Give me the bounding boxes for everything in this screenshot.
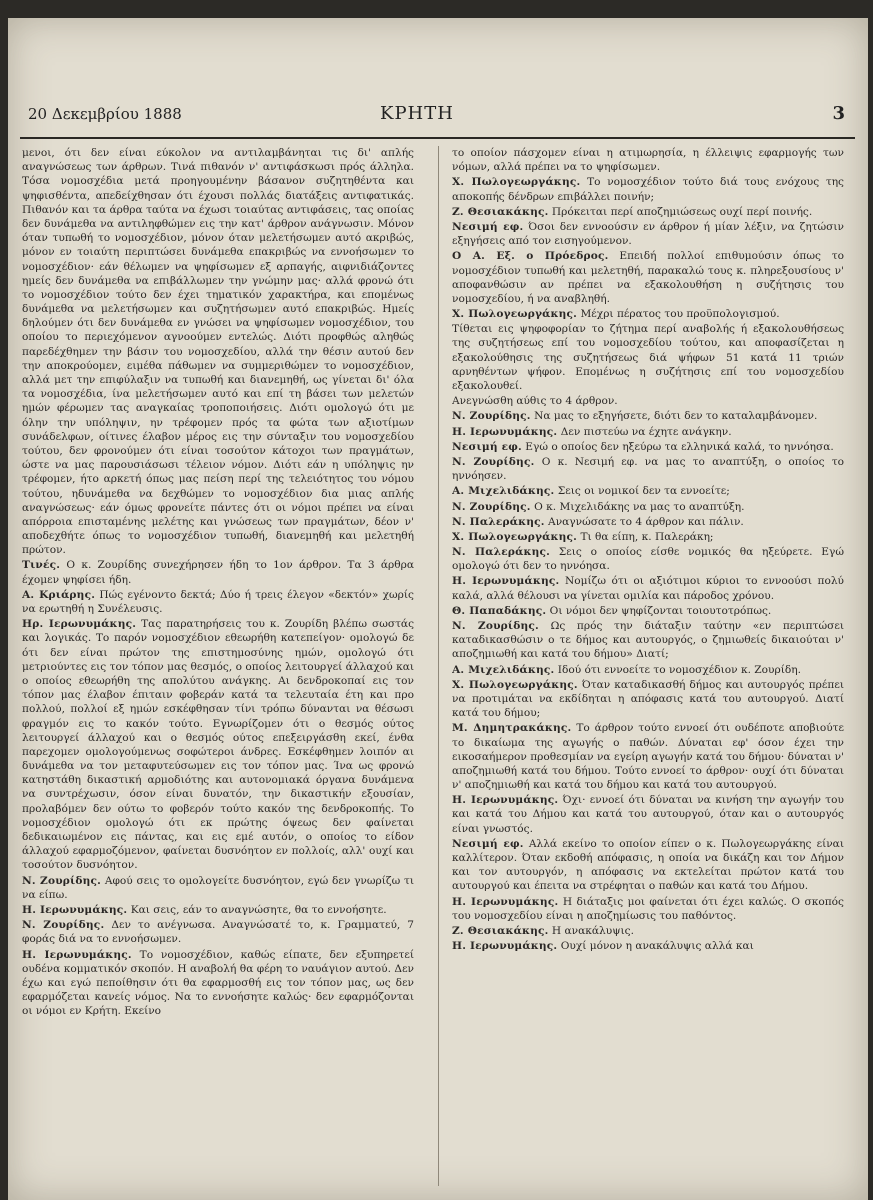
paragraph-text: Το νομοσχέδιον τούτο διά τους ενόχους της αποκοπής δένδρων επιβάλλει ποινήν; [452,176,844,203]
paragraph-text: Εγώ ο οποίος δεν ηξεύρω τα ελληνικά καλά, το ηννόησα. [525,440,834,453]
speaker-name: Ν. Ζουρίδης. [452,500,531,513]
speaker-name: Ν. Ζουρίδης. [452,455,535,468]
speaker-name: Χ. Πωλογεωργάκης. [452,678,578,691]
paragraph-text: Σεις ο οποίος είσθε νομικός θα ηξεύρετε. Εγώ ομολογώ ότι δεν το ηννόησα. [452,546,844,573]
paragraph-text: Τας παρατηρήσεις του κ. Ζουρίδη βλέπω σωστάς και λογικάς. Το παρόν νομοσχέδιον εθεωρήθη κατεπείγον· ομολογώ δε ότι δεν είναι πρώτον της επιστημοσύνης ημών, ομολογώ ότι μετριούντες εις τον τόπον μας θεσμός, ο οποίος λειτουργεί άλλαχού και ο οποίος εθεωρήθη της απολύτου ανάγκης. Αι δενδροκοπαί εις τον τόπον μας έλαβον έπιταιν φοβεράν κατά τα τελευταία έτη και προ πολλού, πολλοί εξ ημών εσκέφθησαν τίνι τρόπω δύνανται να θέσωσι φραγμόν εις το κακόν τούτο. Εγνωρίζομεν ότι ο θεσμός ούτος λειτουργεί άλλαχού και ο θεσμός ούτος επεξειργάσθη εκεί, ένθα παρεχομεν ομολογούμενως σοφώτεροι άνδρες. Εσκέφθημεν λοιπόν αι δυνάμεθα να τον μεταφυτεύσωμεν εις τον τόπον μας. Ίνα ως φρονώ κατηστάθη δικαστική αρμοδιότης και αυτονομιακά όργανα δυνάμενα να συντρέχωσιν, όσον είναι δυνατόν, την δικαστικήν εξουσίαν, προλαβόμεν δεν ούτω το φοβερόν τούτο κακόν της δενδροκοπής. Το νομοσχέδιον ομολογώ ότι εκ πρώτης όψεως δεν φαίνεται δεδικαιωμένον εις πάντας, και εις εμέ αυτόν, ο οποίος το είδον άλλαχού εφαρμοζόμενον, φαίνεται δυσνόητον εν πολλοίς, αλλ' ουχί και τοσούτον δυσνόητον. [22,618,414,872]
paragraph-text: Αναγνώσατε το 4 άρθρον και πάλιν. [548,515,744,528]
paragraph-text: Ο κ. Νεσιμή εφ. να μας το αναπτύξη, ο οποίος το ηννόησεν. [452,455,844,483]
paragraph [452,220,844,248]
paragraph [22,874,414,902]
speaker-name: Χ. Πωλογεωργάκης. [452,530,578,543]
masthead [20,103,855,139]
paragraph [452,205,844,219]
right-column [452,146,844,1191]
paragraph [452,545,844,573]
paragraph-text: Να μας το εξηγήσετε, διότι δεν το καταλαμβάνομεν. [534,410,818,423]
paragraph-text: Η ανακάλυψις. [551,924,634,937]
newspaper-page [8,18,868,1200]
speaker-name: Α. Κριάρης. [22,588,96,601]
paragraph [22,617,414,872]
issue-date: 20 Δεκεμβρίου 1888 [28,105,182,123]
speaker-name: Η. Ιερωνυμάκης. [452,425,558,438]
paragraph-text: Επειδή πολλοί επιθυμούσιν όπως το νομοσχέδιον τυπωθή και μελετηθή, παρακαλώ τους κ. πληρεξουσίους ν' αποφανθώσιν αν πρέπει να εξακολουθήση η συζήτησις του νομοσχεδίου, ή να αναβληθή. [452,250,844,305]
speaker-name: Η. Ιερωνυμάκης. [452,895,559,908]
paragraph [452,793,844,836]
paragraph [452,146,844,174]
paragraph [452,440,844,454]
paragraph [452,530,844,544]
paragraph-text: Ο κ. Μιχελιδάκης να μας το αναπτύξη. [534,500,745,513]
paragraph-text: Όχι· εννοεί ότι δύναται να κινήση την αγωγήν του και κατά του Δήμου και κατά του αυτουργού, όταν και ο αυτουργός είναι γνωστός. [452,794,844,835]
paragraph-text: Σεις οι νομικοί δεν τα εννοείτε; [557,485,730,498]
paragraph [452,895,844,923]
speaker-name: Ν. Ζουρίδης. [452,620,539,632]
speaker-name: Η. Ιερωνυμάκης. [22,948,132,961]
paragraph-text: Δεν το ανέγνωσα. Αναγνώσατέ το, κ. Γραμματεύ, 7 φοράς διά να το εννοήσωμεν. [22,919,414,946]
paragraph [22,588,414,616]
paragraph-text: Η διάταξις μοι φαίνεται ότι έχει καλώς. Ο σκοπός του νομοσχεδίου είναι η αποζημίωσις του παθόντος. [452,895,844,922]
speaker-name: Τινές. [22,559,61,572]
paragraph [452,409,844,423]
page-number: 3 [832,103,845,124]
paragraph [452,574,844,602]
speaker-name: Η. Ιερωνυμάκης. [452,794,559,807]
paragraph-text: Ανεγνώσθη αύθις το 4 άρθρον. [452,395,618,408]
paragraph [22,558,414,586]
left-column [22,146,414,1191]
speaker-name: Α. Μιχελιδάκης. [452,485,555,498]
paragraph-text: Ο κ. Ζουρίδης συνεχήρησεν ήδη το 1ον άρθρον. Τα 3 άρθρα έχομεν ψηφίσει ήδη. [22,559,414,586]
paragraph-text: Τι θα είπη, κ. Παλεράκη; [580,530,714,543]
speaker-name: Η. Ιερωνυμάκης. [452,940,558,953]
speaker-name: Μ. Δημητρακάκης. [452,722,572,735]
speaker-name: Ν. Ζουρίδης. [22,919,105,932]
paragraph-text: Πρόκειται περί αποζημιώσεως ουχί περί ποινής. [551,205,813,218]
speaker-name: Ν. Ζουρίδης. [22,874,102,887]
paragraph [452,322,844,393]
paragraph-text: Πώς εγένοντο δεκτά; Δύο ή τρεις έλεγον «δεκτόν» χωρίς να ερωτηθή η Συνέλευσις. [22,588,414,615]
paragraph-text: Αφού σεις το ομολογείτε δυσνόητον, εγώ δεν γνωρίζω τι να είπω. [22,874,414,901]
column-divider [438,146,439,1186]
paragraph-text: μενοι, ότι δεν είναι εύκολον να αντιλαμβάνηται τις δι' απλής αναγνώσεως των άρθρων. Τινά πιθανόν ν' αντιφάσκωσι πρός άλληλα. Τόσα νομοσχέδια μετά προηγουμένην βάσανον συζητηθέντα και ψηφισθέντα, απεδείχθησαν ότι έχουσι πολλάς διατάξεις αντιφατικάς. Πιθανόν και τα άρθρα ταύτα να έχωσι τοιαύτας αντιφάσεις, τας οποίας δεν δυνάμεθα να αντιληφθώμεν εις την κατ' άρθρον ανάγνωσιν. Μόνον όταν τυπωθή το νομοσχέδιον, μόνον όταν μελετήσωμεν αυτό ακριβώς, μόνον εν τοιαύτη περιπτώσει δυνάμεθα επακριβώς να εννοήσωμεν το νομοσχέδιον· εάν θέλωμεν να ψηφίσωμεν εξ αρπαγής, αιφνιδιάζοντες ημείς δεν δυνάμεθα να επιβάλλωμεν την γνώμην μας· αλλά φρονώ ότι το νομοσχέδιον τούτο δεν έχει τηματικόν χαρακτήρα, και επομένως δυνάμεθα να μελετήσωμεν και συζητήσωμεν αυτό επακριβώς. Ημείς δηλούμεν ότι δεν δυνάμεθα εν γνώσει να ψηφίσωμεν νομοσχέδιον, του οποίου το περιεχόμενον αγνοούμεν εντελώς. Διότι προφθώς αληθώς παρεδέχθημεν την βάσιν του νομοσχεδίου, αλλά την θέσιν αυτού δεν την αποκρούομεν, ειμέθα πάθωμεν να συμμεριθώμεν το νομοσχέδιον, αλλά μετ την επιφύλαξιν να τυπωθή και διανεμηθή, ως γίνεται δι' όλα τα νομοσχέδια, ίνα μελετήσωμεν αυτό και επί τη βάσει των μελετών ημών φέρωμεν τας αναγκαίας τροποποιήσεις. Διότι ομολογώ ότι με όλην την υπόληψιν, ην τρέφομεν πρός τα φώτα των αξιοτίμων συνάδελφων, οίτινες έλαβον μέρος εις την σύνταξιν του νομοσχεδίου τούτου, δεν φρονούμεν ότι είναι τοσούτον κάτοχοι των πραγμάτων, ώστε να μας παρουσιάσωσι τέλειον νόμον. Διότι εάν η υπόληψις ην τρέφομεν, ήτο αρκετή όπως μας πείση περί της τελειότητος του νόμου τούτου, ηδυνάμεθα να δεχθώμεν το νομοσχέδιον δια μιας απλής αναγνώσεως· εάν όμως φρονείτε πάντες ότι οι νόμοι πρέπει να είναι απόρροια επισταμένης μελέτης και γνώσεως των πραγμάτων, δέον ν' αποδεχθήτε όπως το νομοσχέδιον τυπωθή, διανεμηθή και μελετηθή πρώτον. [22,147,414,557]
paragraph [452,307,844,321]
paragraph [452,939,844,953]
speaker-name: Ηρ. Ιερωνυμάκης. [22,618,137,631]
speaker-name: Ζ. Θεσιακάκης. [452,205,549,218]
speaker-name: Ο Α. Εξ. ο Πρόεδρος. [452,250,609,263]
paragraph [452,394,844,408]
speaker-name: Η. Ιερωνυμάκης. [22,903,128,916]
paragraph [452,515,844,529]
paragraph [452,175,844,203]
speaker-name: Ν. Ζουρίδης. [452,410,531,423]
paragraph [452,924,844,938]
paragraph-text: Αλλά εκείνο το οποίον είπεν ο κ. Πωλογεωργάκης είναι καλλίτερον. Όταν εκδοθή απόφασις, η οποία να δικάζη και τον Δήμον και τον αυτουργόν, η απόφασις να εκτελείται πρώτον κατά του αυτουργού και έπειτα να στρέφηται ο παθών και κατά του Δήμου. [452,837,844,893]
speaker-name: Ν. Παλεράκης. [452,546,551,559]
paragraph-text: Το νομοσχέδιον, καθώς είπατε, δεν εξυπηρετεί ουδένα κομματικόν σκοπόν. Η αναβολή θα φέρη το ναυάγιον αυτού. Δεν έχω και εγώ πεποίθησιν ότι θα εφαρμοσθή εις τον τόπον μας, ως δεν εφαρμόζεται κανείς νόμος. Να το εννοήσητε καλώς· δεν εφαρμόζονται οι νόμοι εν Κρήτη. Εκείνο [22,948,414,1018]
speaker-name: Α. Μιχελιδάκης. [452,663,555,676]
speaker-name: Η. Ιερωνυμάκης. [452,575,560,588]
paragraph [452,663,844,677]
speaker-name: Ζ. Θεσιακάκης. [452,924,549,937]
paragraph [452,721,844,792]
paragraph-text: Και σεις, εάν το αναγνώσητε, θα το εννοήσητε. [130,903,387,916]
paragraph [22,948,414,1019]
speaker-name: Χ. Πωλογεωργάκης. [452,308,578,321]
paragraph [22,903,414,917]
paragraph [452,249,844,306]
speaker-name: Ν. Παλεράκης. [452,515,545,528]
paragraph-text: Μέχρι πέρατος του προϋπολογισμού. [580,308,780,321]
paragraph [452,837,844,894]
speaker-name: Νεσιμή εφ. [452,440,522,453]
paragraph [452,455,844,483]
paragraph-text: Όταν καταδικασθή δήμος και αυτουργός πρέπει να προτιμάται να εκδίδηται η απόφασις κατά του αυτουργού. Διατί κατά του δήμου; [452,678,844,720]
paragraph [452,619,844,662]
paragraph-text: Οι νόμοι δεν ψηφίζονται τοιουτοτρόπως. [549,604,772,617]
speaker-name: Χ. Πωλογεωργάκης. [452,176,581,189]
speaker-name: Θ. Παπαδάκης. [452,604,547,617]
newspaper-title: ΚΡΗΤΗ [380,103,454,124]
paragraph [452,500,844,514]
paragraph-text: Ως πρός την διάταξιν ταύτην «εν περιπτώσει καταδικασθώσιν ο τε δήμος και αυτουργός, ο ζημιωθείς δικαιούται ν' αποζημιωθή και κατά του δήμου» Διατί; [452,620,844,661]
paragraph-text: Νομίζω ότι οι αξιότιμοι κύριοι το εννοούσι πολύ καλά, αλλά θέλουσι να γίνεται ομιλία και πάροδος χρόνου. [452,575,844,602]
paragraph-text: Ιδού ότι εννοείτε το νομοσχέδιον κ. Ζουρίδη. [557,663,801,676]
paragraph [452,604,844,618]
paragraph-text: Όσοι δεν εννοούσιν εν άρθρον ή μίαν λέξιν, να ζητώσιν εξηγήσεις από τον εισηγούμενον. [452,220,844,248]
paragraph [22,918,414,946]
paragraph [452,484,844,498]
paragraph [22,146,414,557]
speaker-name: Νεσιμή εφ. [452,837,524,850]
paragraph [452,678,844,721]
paragraph-text: Ουχί μόνον η ανακάλυψις αλλά και [560,940,754,953]
paragraph-text: Τίθεται εις ψηφοφορίαν το ζήτημα περί αναβολής ή εξακολουθήσεως της συζητήσεως επί του νομοσχεδίου τούτου, και αποφασίζεται η εξακολούθησις της συζητήσεως διά ψήφων 51 κατά 11 τριών αρνηθέντων ψήφον. Επομένως η συζήτησις επί του νομοσχεδίου εξακολουθεί. [452,323,844,392]
paragraph [452,425,844,439]
speaker-name: Νεσιμή εφ. [452,220,524,233]
paragraph-text: Το άρθρον τούτο εννοεί ότι ουδέποτε αποβιούτε το δικαίωμα της αγωγής ο παθών. Δύναται εφ' όσον έχει την εικοσαήμερον προθεσμίαν να εγείρη αγωγήν κατά του δήμου· δύναται ν' αποζημιωθή κατά του δήμου. Τούτο εννοεί το άρθρον· ουχί ότι δύναται ν' αποζημιωθή και κατά του δήμου και κατά του αυτουργού. [452,722,844,792]
paragraph-text: το οποίον πάσχομεν είναι η ατιμωρησία, η έλλειψις εφαρμογής των νόμων, αλλά πρέπει να το ψηφίσωμεν. [452,147,844,174]
paragraph-text: Δεν πιστεύω να έχητε ανάγκην. [560,425,732,438]
